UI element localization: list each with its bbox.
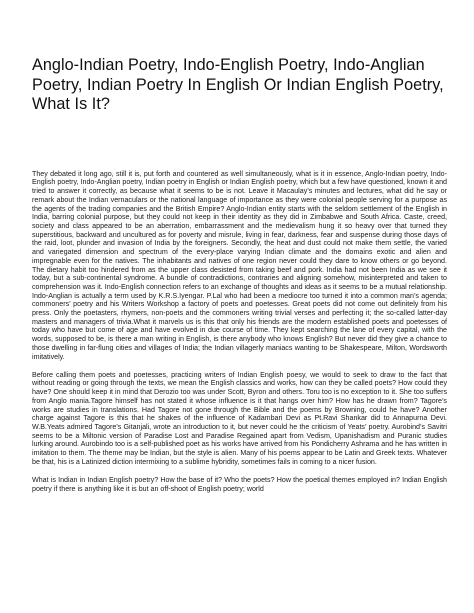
page-title: Anglo-Indian Poetry, Indo-English Poetry, Indo-Anglian Poetry, Indian Poetry In English Or Indian English Poetry, What Is It? (32, 56, 444, 114)
body-paragraph-2: Before calling them poets and poetesses, practicing writers of Indian English poesy, we would to seek to draw to the fact that without reading or going through the texts, we mean the English classics and works, how can they be called poets? How could they have? One should keep it in mind that Derozio too was under Scott, Byron and others. Toru too is no exception to it. She too suffers from Anglo mania.Tagore himself has not stated it whose influence is it that hangs over him? How has he drawn from? Tagore’s works are studies in translations. Had Tagore not gone through the Bible and the poems by Browning, could he have? Another charge against Tagore is this that he shakes of the influence of Kadambari Devi as Pt.Ravi Shankar did to Annapurna Devi. W.B.Yeats admired Tagore’s Gitanjali, wrote an introduction to it, but never could he the criticism of Yeats’ poetry. Aurobind’s Savitri seems to be a Miltonic version of Paradise Lost and Paradise Regained apart from Vedism, Upanishadism and Puranic studies lurking around. Aurobindo too is a self-published poet as his works have arrived from his Pondicherry Ashrama and he has written in imitation to them. The theme may be Indian, but the style is alien. Many of his poems appear to be Latin and Greek texts. Whatever be that, his is a Latinized diction intermixing to a sublime hybridity, sometimes fails in coming to a nicer fusion. (32, 370, 447, 466)
body-paragraph-1: They debated it long ago, still it is, put forth and countered as well simultaneously, what is it in essence, Anglo-Indian poetry, Indo-English poetry, Indo-Anglian poetry, Indian poetry in English or Indian English poetry, which but a few have questioned, known it and tried to answer it correctly, as because what it seems to be is not. Leave it Macaulay’s minutes and lectures, what did he say or remark about the Indian vernaculars or the national language of importance as they were colonial people serving for a purpose as the agents of the trading companies and the British Empire? Anglo-Indian entity starts with the seldom settlement of the English in India, barring colonial purpose, but they could not keep in their identity as they did in Zimbabwe and South Africa. Caste, creed, society and class appeared to be an aberration, embarrassment and the medievalism hung it so heavy over that turned they superstitious, backward and uncultured as for poverty and misrule, living in fear, darkness, fear and suspense during those days of the raid, loot, plunder and invasion of India by the foreigners. Secondly, the heat and dust could not make them settle, the varied and variegated dimension and spectrum of the every-place varying Indian climate and the domains exotic and alien and impregnable even for the natives. The inhabitants and natives of one region never could they dare to know others or go beyond. The dietary habit too hindered from as the upper class desisted from taking beef and pork. India had not been India as we see it today, but a sub-continental syndrome. A bundle of contradictions, contraries and aligning somehow, misinterpreted and taken to comprehension was it. Indo-English connection refers to an exchange of thoughts and ideas as it seems to be a mutual relationship. Indo-Anglian is actually a term used by K.R.S.Iyengar. P.Lal who had been a mediocre too turned it into a common man’s agenda; commoners’ poetry and his Writers Workshop a factory of poets and poetesses. Great poets did not come out definitely from his press. Only the poetasters, rhymers, non-poets and the commoners writing trivial verses and perfecting it; the so-called latter-day masters and managers of trivia.What it marvels us is this that only his friends are the modern established poets and poetesses of today who have but come of age and have evolved in due course of time. They kept searching the lane of every capital, with the words, supposed to be, is there a man writing in English, is there anybody who knows English? But never did they give a chance to those dwelling in far-flung cities and villages of India; the Indian villagerly maniacs wanting to be Shakespeare, Milton, Wordsworth imitatively. (32, 169, 447, 361)
body-paragraph-3: What is Indian in Indian English poetry? How the base of it? Who the poets? How the poetical themes employed in? Indian English poetry if there is anything like it is but an off-shoot of English poetry; world (32, 475, 447, 493)
